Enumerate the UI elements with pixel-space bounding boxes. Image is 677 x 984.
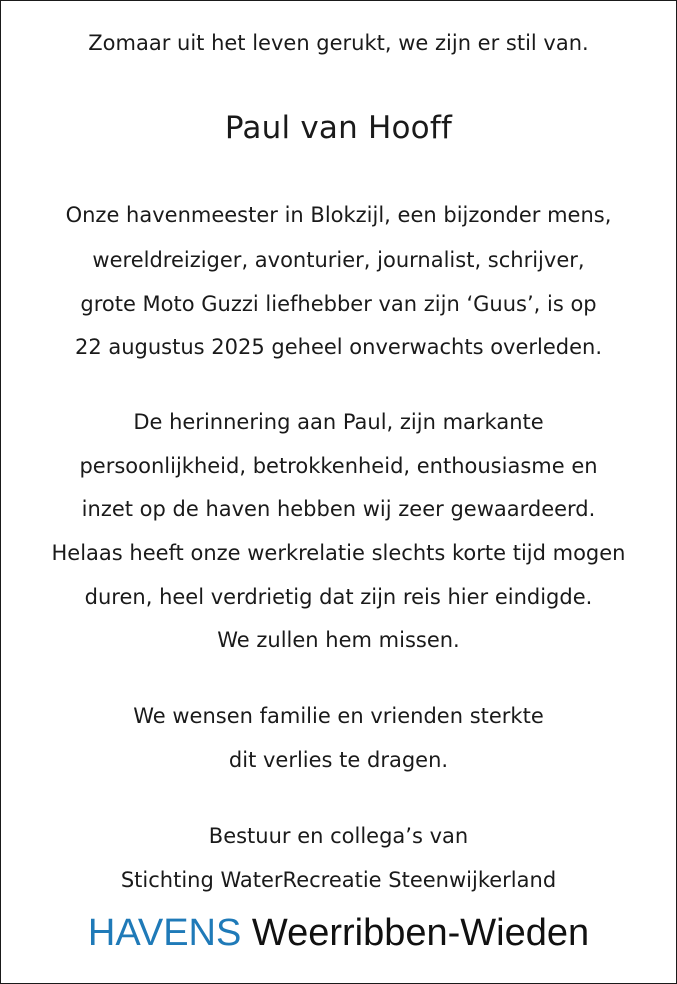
paragraph2-line: We zullen hem missen.	[217, 628, 460, 652]
paragraph1-line: Onze havenmeester in Blokzijl, een bijzonder mens,	[65, 203, 612, 227]
paragraph2-line: inzet op de haven hebben wij zeer gewaardeerd.	[81, 497, 596, 521]
paragraph2-line: Helaas heeft onze werkrelatie slechts korte tijd mogen	[51, 541, 626, 565]
signature-line: Bestuur en collega’s van	[208, 824, 469, 848]
paragraph3-line: dit verlies te dragen.	[228, 748, 449, 772]
paragraph1-line: wereldreiziger, avonturier, journalist, schrijver,	[92, 248, 585, 272]
deceased-name: Paul van Hooff	[224, 110, 453, 146]
paragraph3-line: We wensen familie en vrienden sterkte	[133, 704, 544, 728]
paragraph1-line: 22 augustus 2025 geheel onverwachts overleden.	[74, 335, 603, 359]
paragraph2-line: persoonlijkheid, betrokkenheid, enthousiasme en	[79, 454, 598, 478]
paragraph1-line: grote Moto Guzzi liefhebber van zijn ‘Guus’, is op	[80, 292, 597, 316]
logo-brand-text: HAVENS	[87, 912, 242, 954]
logo-region-text: Weerribben-Wieden	[251, 912, 590, 954]
paragraph2-line: De herinnering aan Paul, zijn markante	[133, 410, 544, 434]
intro-text: Zomaar uit het leven gerukt, we zijn er stil van.	[88, 31, 589, 55]
paragraph2-line: duren, heel verdrietig dat zijn reis hier eindigde.	[84, 585, 593, 609]
havens-logo	[0, 914, 677, 952]
signature-org: Stichting WaterRecreatie Steenwijkerland	[120, 868, 557, 892]
